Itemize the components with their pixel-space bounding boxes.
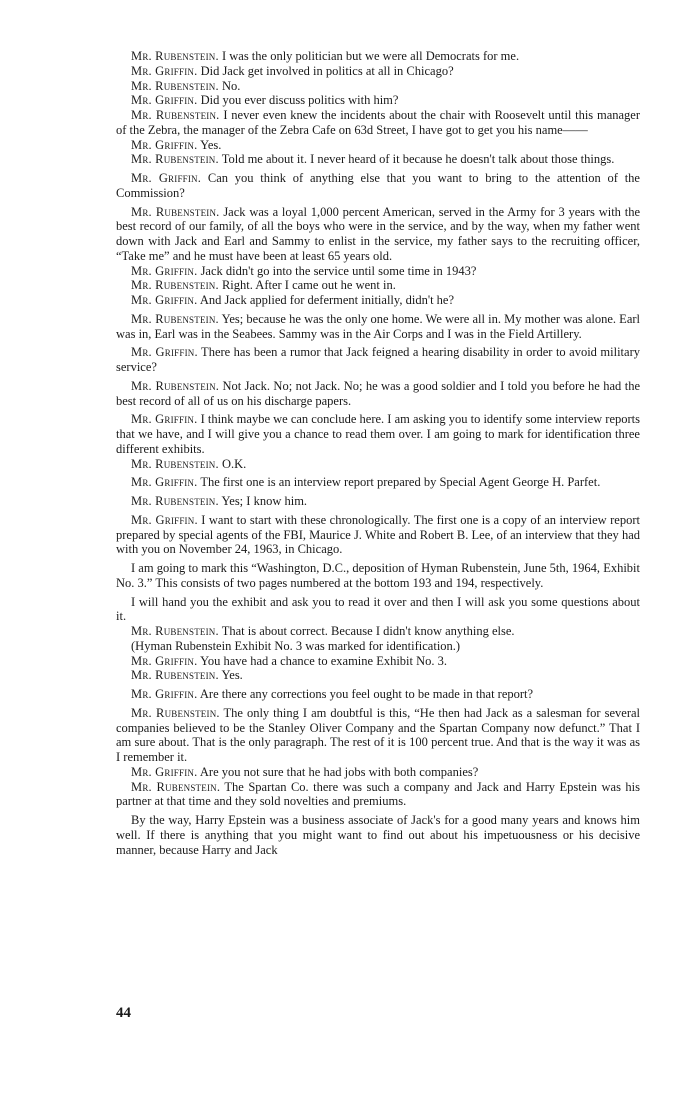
transcript-line (116, 624, 640, 639)
line-text: I will hand you the exhibit and ask you to read it over and then I will ask you some questions about it. (116, 594, 640, 624)
line-text: Yes; I know him. (218, 494, 308, 508)
line-text: I think maybe we can conclude here. I am asking you to identify some interview reports that we have, and I will give you a chance to read them over. I am going to mark for identification three different exhibits. (116, 412, 641, 456)
speaker-label: Mr. Rubenstein. (131, 108, 220, 122)
line-text: I was the only politician but we were all Democrats for me. (218, 49, 520, 63)
page-number: 44 (116, 1005, 131, 1021)
line-text: Jack didn't go into the service until some time in 1943? (197, 263, 477, 278)
transcript-line (116, 312, 640, 342)
transcript-line (116, 687, 640, 702)
speaker-label: Mr. Rubenstein. (131, 49, 219, 63)
transcript-line (116, 345, 640, 375)
line-text: I want to start with these chronologically. The first one is a copy of an interview report prepared by special agents of the FBI, Maurice J. White and Robert B. Lee, of an interview that they had with you on November 24, 1963, in Chicago. (116, 512, 640, 557)
speaker-label: Mr. Griffin. (131, 653, 198, 668)
line-text: The first one is an interview report prepared by Special Agent George H. Parfet. (197, 475, 601, 490)
transcript-line (116, 706, 640, 765)
line-text: Are you not sure that he had jobs with both companies? (197, 764, 479, 779)
speaker-label: Mr. Griffin. (131, 764, 198, 779)
line-text: Not Jack. No; not Jack. No; he was a good soldier and I told you before he had the best record of all of us on his discharge papers. (116, 378, 640, 408)
line-text: Yes; because he was the only one home. We were all in. My mother was alone. Earl was in, Earl was in the Seabees. Sammy was in the Air Corps and I was in the Field Artillery. (116, 311, 641, 341)
speaker-label: Mr. Rubenstein. (131, 494, 219, 508)
line-text: You have had a chance to examine Exhibit No. 3. (197, 653, 448, 668)
line-text: Did Jack get involved in politics at all in Chicago? (197, 63, 454, 78)
speaker-label: Mr. Rubenstein. (131, 278, 219, 293)
transcript-line (116, 513, 640, 557)
speaker-label: Mr. Griffin. (131, 93, 198, 108)
transcript-line (116, 278, 640, 293)
transcript-line (116, 765, 640, 780)
line-text: Jack was a loyal 1,000 percent American, served in the Army for 3 years with the best record of our family, of all the boys who were in the service, and by the way, when my father went down with Jack and Earl and Sammy to enlist in the service, my father says to the recruiting officer, “Take me” and he must have been at least 65 years old. (116, 204, 640, 263)
speaker-label: Mr. Rubenstein. (131, 456, 219, 471)
line-text: O.K. (218, 456, 247, 471)
line-text: I am going to mark this “Washington, D.C., deposition of Hyman Rubenstein, June 5th, 1964, Exhibit No. 3.” This consists of two pages numbered at the bottom 193 and 194, respectively. (116, 561, 640, 590)
transcript-line (116, 475, 640, 490)
line-text: By the way, Harry Epstein was a business associate of Jack's for a good many years and knows him well. If there is anything that you might want to find out about his impetuousness or his decisive manner, because Harry and Jack (116, 813, 640, 857)
speaker-label: Mr. Griffin. (131, 263, 198, 278)
transcript-line (116, 668, 640, 683)
speaker-label: Mr. Griffin. (131, 63, 198, 78)
line-text: Yes. (218, 668, 243, 683)
transcript-line (116, 639, 640, 654)
line-text: (Hyman Rubenstein Exhibit No. 3 was marked for identification.) (131, 638, 461, 653)
line-text: There has been a rumor that Jack feigned a hearing disability in order to avoid military service? (116, 345, 640, 374)
transcript-line (116, 813, 640, 857)
transcript-line (116, 49, 640, 64)
transcript-line (116, 780, 640, 810)
speaker-label: Mr. Rubenstein. (131, 378, 220, 393)
speaker-label: Mr. Griffin. (131, 137, 198, 152)
transcript-line (116, 138, 640, 153)
line-text: I never even knew the incidents about the chair with Roosevelt until this manager of the Zebra, the manager of the Zebra Cafe on 63d Street, I have got to get you his name—— (116, 108, 641, 137)
transcript-body (116, 49, 640, 857)
transcript-line (116, 379, 640, 409)
speaker-label: Mr. Griffin. (131, 171, 202, 185)
speaker-label: Mr. Rubenstein. (131, 152, 219, 167)
transcript-line (116, 264, 640, 279)
line-text: Can you think of anything else that you want to bring to the attention of the Commission? (116, 171, 640, 200)
transcript-line (116, 595, 640, 625)
speaker-label: Mr. Rubenstein. (131, 311, 219, 326)
transcript-line (116, 412, 640, 456)
speaker-label: Mr. Griffin. (131, 512, 198, 527)
transcript-line (116, 108, 640, 138)
line-text: Told me about it. I never heard of it because he doesn't talk about those things. (218, 152, 615, 167)
transcript-line (116, 93, 640, 108)
line-text: No. (218, 78, 241, 93)
speaker-label: Mr. Rubenstein. (131, 668, 219, 683)
line-text: Yes. (197, 137, 222, 152)
transcript-line (116, 152, 640, 167)
speaker-label: Mr. Rubenstein. (131, 624, 219, 638)
speaker-label: Mr. Griffin. (131, 345, 198, 360)
speaker-label: Mr. Rubenstein. (131, 705, 220, 720)
transcript-line (116, 654, 640, 669)
line-text: The only thing I am doubtful is this, “He then had Jack as a salesman for several companies believed to be the Stanley Oliver Company and the Spartan Company now defunct.” That I am sure about. That is the only paragraph. The rest of it is 100 percent true. And that is the way it was as I remember it. (116, 705, 641, 764)
speaker-label: Mr. Rubenstein. (131, 78, 219, 93)
line-text: Right. After I came out he went in. (218, 278, 396, 293)
line-text: That is about correct. Because I didn't know anything else. (218, 624, 515, 638)
transcript-line (116, 171, 640, 201)
transcript-line (116, 293, 640, 308)
speaker-label: Mr. Griffin. (131, 412, 198, 427)
speaker-label: Mr. Rubenstein. (131, 204, 220, 219)
transcript-line (116, 561, 640, 591)
line-text: The Spartan Co. there was such a company and Jack and Harry Epstein was his partner at that time and they sold novelties and premiums. (116, 779, 640, 809)
transcript-line (116, 494, 640, 509)
speaker-label: Mr. Griffin. (131, 475, 198, 490)
transcript-line (116, 64, 640, 79)
transcript-line (116, 79, 640, 94)
line-text: Did you ever discuss politics with him? (197, 93, 399, 108)
line-text: Are there any corrections you feel ought to be made in that report? (197, 687, 534, 701)
speaker-label: Mr. Rubenstein. (131, 779, 221, 794)
line-text: And Jack applied for deferment initially, didn't he? (197, 293, 455, 307)
speaker-label: Mr. Griffin. (131, 687, 198, 701)
transcript-line (116, 205, 640, 264)
transcript-line (116, 457, 640, 472)
speaker-label: Mr. Griffin. (131, 293, 198, 307)
